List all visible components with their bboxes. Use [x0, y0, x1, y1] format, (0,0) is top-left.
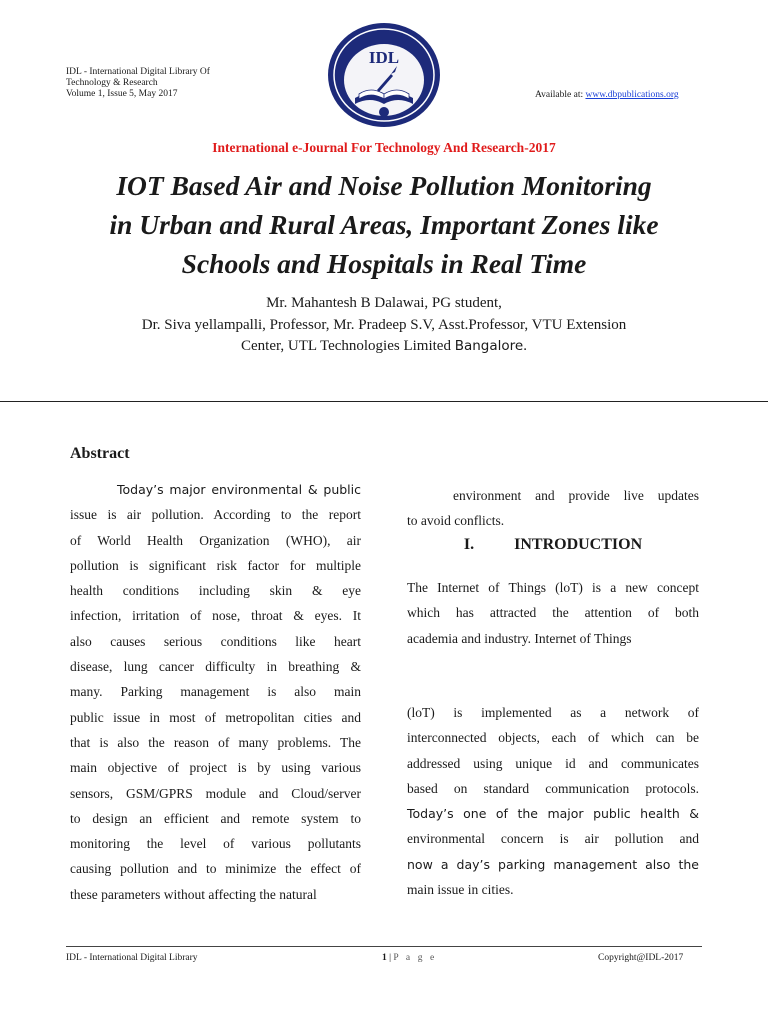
author-block	[40, 293, 728, 358]
paper-title	[40, 166, 728, 283]
header-line-1: IDL - International Digital Library Of	[66, 67, 210, 77]
abstract-heading: Abstract	[70, 445, 130, 462]
header-journal-info	[66, 67, 266, 100]
idl-logo	[325, 20, 443, 130]
abstract-line: to design an efficient and remote system to	[70, 810, 361, 826]
intro-line: which has attracted the attention of both	[407, 605, 699, 621]
intro-line: environmental concern is air pollution and	[407, 831, 699, 847]
abstract-cont-line: environment and provide live updates	[453, 488, 699, 503]
intro-line: The Internet of Things (loT) is a new concept	[407, 580, 699, 595]
author-line-2: Dr. Siva yellampalli, Professor, Mr. Pradeep S.V, Asst.Professor, VTU Extension	[141, 316, 627, 333]
abstract-cont-line: to avoid conflicts.	[407, 513, 505, 529]
page-number	[382, 953, 437, 963]
header-line-3: Volume 1, Issue 5, May 2017	[66, 89, 178, 99]
intro-line: now a day’s parking management also the	[407, 856, 699, 872]
page-sep: |	[386, 953, 394, 963]
affiliation-text: Center, UTL Technologies Limited	[241, 338, 455, 354]
abstract-line: that is also the reason of many problems. The	[70, 734, 361, 750]
abstract-line: disease, lung cancer difficulty in breathing &	[70, 659, 361, 675]
affiliation-city: Bangalore	[454, 338, 524, 354]
abstract-line: public issue in most of metropolitan cities and	[70, 709, 361, 725]
header-line-2: Technology & Research	[66, 78, 158, 88]
footer-library: IDL - International Digital Library	[66, 953, 198, 963]
intro-line: academia and industry. Internet of Things	[407, 630, 632, 646]
abstract-line: of World Health Organization (WHO), air	[70, 532, 361, 548]
journal-name: International e-Journal For Technology And Research-2017	[212, 140, 556, 155]
logo-text: IDL	[368, 48, 400, 67]
abstract-line: Today’s major environmental & public	[117, 482, 361, 497]
abstract-line: these parameters without affecting the natural	[70, 886, 317, 902]
abstract-line: infection, irritation of nose, throat & eyes. It	[70, 608, 361, 624]
intro-paragraph-1	[407, 575, 699, 651]
abstract-line: sensors, GSM/GPRS module and Cloud/server	[70, 785, 361, 801]
title-line-1: IOT Based Air and Noise Pollution Monitoring	[116, 170, 652, 201]
abstract-line: issue is air pollution. According to the report	[70, 507, 361, 523]
section-title: INTRODUCTION	[514, 536, 643, 553]
footer-divider	[66, 946, 702, 947]
abstract-body	[70, 477, 361, 907]
abstract-line: causing pollution and to minimize the effect of	[70, 861, 361, 877]
page-word: P a g e	[393, 953, 437, 963]
intro-paragraph-2	[407, 700, 699, 902]
intro-line: Today’s one of the major public health &	[407, 806, 699, 822]
intro-line: based on standard communication protocols.	[407, 780, 699, 796]
title-line-2: in Urban and Rural Areas, Important Zones like	[109, 209, 659, 240]
abstract-line: many. Parking management is also main	[70, 684, 361, 700]
intro-line: interconnected objects, each of which can be	[407, 730, 699, 746]
section-number: I.	[463, 536, 475, 553]
abstract-line: health conditions including skin & eye	[70, 583, 361, 599]
introduction-heading	[407, 536, 699, 554]
intro-line: main issue in cities.	[407, 882, 514, 898]
page-num: 1	[382, 953, 387, 963]
author-line-3	[40, 336, 728, 358]
intro-line: addressed using unique id and communicates	[407, 755, 699, 771]
abstract-line: also causes serious conditions like heart	[70, 633, 361, 649]
affiliation-period: .	[523, 338, 527, 354]
abstract-continuation	[407, 483, 699, 534]
title-line-3: Schools and Hospitals in Real Time	[181, 248, 587, 279]
publisher-link[interactable]: www.dbpublications.org	[585, 90, 679, 100]
abstract-line: main objective of project is by using various	[70, 760, 361, 776]
available-label: Available at:	[535, 90, 586, 100]
abstract-line: monitoring the level of various pollutants	[70, 836, 361, 852]
author-line-1: Mr. Mahantesh B Dalawai, PG student,	[266, 295, 502, 311]
abstract-line: pollution is significant risk factor for multiple	[70, 557, 361, 573]
header-divider	[0, 401, 768, 402]
intro-line: (loT) is implemented as a network of	[407, 705, 699, 720]
availability-note	[535, 90, 679, 100]
footer-copyright: Copyright@IDL-2017	[598, 953, 684, 963]
